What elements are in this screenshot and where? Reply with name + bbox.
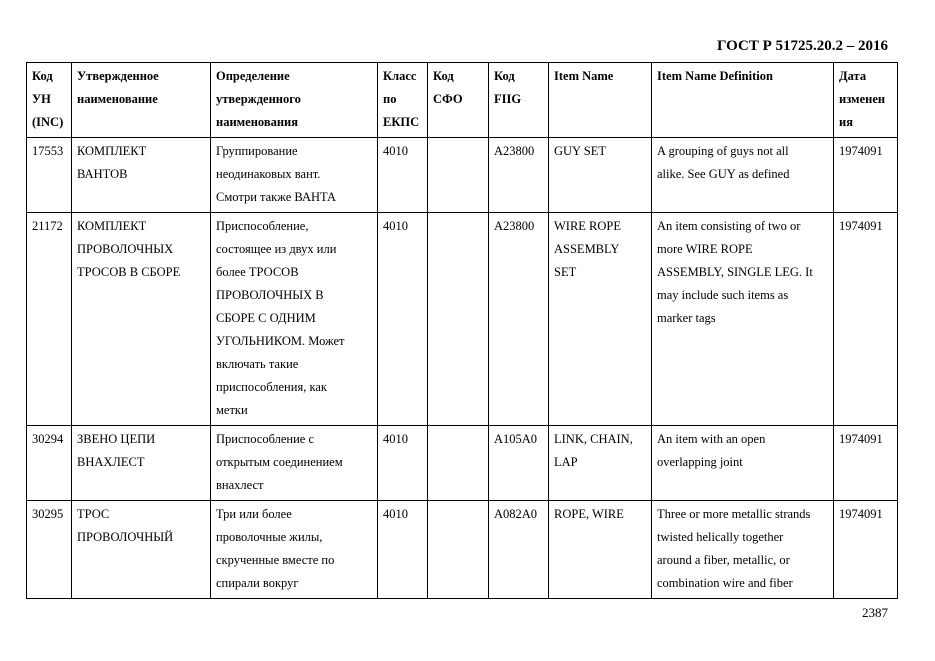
cell-change-date — [834, 213, 898, 426]
cell-line: 30294 — [32, 432, 64, 446]
header-row — [27, 63, 898, 138]
cell-line: ASSEMBLY, SINGLE LEG. It — [657, 265, 813, 279]
item-names-table — [26, 62, 898, 599]
cell-item-name-definition — [652, 426, 834, 501]
cell-line: метки — [216, 403, 248, 417]
header-line: изменен — [839, 92, 886, 106]
column-header-item-name-definition — [652, 63, 834, 138]
cell-name-definition — [211, 138, 378, 213]
cell-line: twisted helically together — [657, 530, 784, 544]
cell-line: ПРОВОЛОЧНЫХ В — [216, 288, 324, 302]
cell-line: ASSEMBLY — [554, 242, 620, 256]
cell-line: неодинаковых вант. — [216, 167, 321, 181]
column-header-approved-name — [72, 63, 211, 138]
cell-line: A105A0 — [494, 432, 538, 446]
cell-line: 4010 — [383, 507, 408, 521]
cell-line: may include such items as — [657, 288, 789, 302]
cell-inc-code — [27, 426, 72, 501]
cell-line: more WIRE ROPE — [657, 242, 753, 256]
cell-line: Три или более — [216, 507, 292, 521]
cell-approved-name — [72, 213, 211, 426]
column-header-change-date — [834, 63, 898, 138]
cell-fiig-code — [489, 501, 549, 599]
cell-line: An item with an open — [657, 432, 766, 446]
header-line: Код — [494, 69, 515, 83]
cell-line: An item consisting of two or — [657, 219, 801, 233]
cell-change-date — [834, 501, 898, 599]
cell-line: SET — [554, 265, 577, 279]
cell-line: 1974091 — [839, 432, 883, 446]
header-line: Код — [433, 69, 454, 83]
header-line: по — [383, 92, 397, 106]
column-header-name-definition — [211, 63, 378, 138]
cell-line: ТРОСОВ В СБОРЕ — [77, 265, 181, 279]
header-line: наименования — [216, 115, 299, 129]
cell-line: ЗВЕНО ЦЕПИ — [77, 432, 156, 446]
cell-line: 30295 — [32, 507, 64, 521]
cell-approved-name — [72, 501, 211, 599]
cell-line: ВНАХЛЕСТ — [77, 455, 145, 469]
cell-change-date — [834, 426, 898, 501]
cell-line: ВАНТОВ — [77, 167, 128, 181]
cell-approved-name — [72, 138, 211, 213]
header-line: Утвержденное — [77, 69, 159, 83]
cell-line: A23800 — [494, 219, 535, 233]
cell-item-name — [549, 138, 652, 213]
cell-line: состоящее из двух или — [216, 242, 337, 256]
cell-inc-code — [27, 213, 72, 426]
cell-line: УГОЛЬНИКОМ. Может — [216, 334, 345, 348]
column-header-fiig-code — [489, 63, 549, 138]
cell-line: WIRE ROPE — [554, 219, 622, 233]
cell-line: GUY SET — [554, 144, 606, 158]
cell-line: Группирование — [216, 144, 298, 158]
cell-line: КОМПЛЕКТ — [77, 144, 147, 158]
cell-ekps-class — [378, 426, 428, 501]
cell-line: внахлест — [216, 478, 264, 492]
cell-sfo-code — [428, 501, 489, 599]
cell-line: ТРОС — [77, 507, 110, 521]
header-line: Класс — [383, 69, 417, 83]
cell-line: 1974091 — [839, 507, 883, 521]
cell-line: приспособления, как — [216, 380, 327, 394]
header-line: УН — [32, 92, 51, 106]
cell-change-date — [834, 138, 898, 213]
cell-line: 1974091 — [839, 144, 883, 158]
table-row — [27, 501, 898, 599]
cell-item-name-definition — [652, 213, 834, 426]
cell-line: A082A0 — [494, 507, 538, 521]
cell-fiig-code — [489, 426, 549, 501]
cell-line: открытым соединением — [216, 455, 343, 469]
table-row — [27, 426, 898, 501]
cell-line: ROPE, WIRE — [554, 507, 624, 521]
header-line: (INC) — [32, 115, 64, 129]
table-body — [27, 138, 898, 599]
cell-fiig-code — [489, 213, 549, 426]
cell-line: ПРОВОЛОЧНЫХ — [77, 242, 174, 256]
header-line: СФО — [433, 92, 463, 106]
cell-line: 4010 — [383, 219, 408, 233]
cell-line: Приспособление, — [216, 219, 309, 233]
cell-line: 4010 — [383, 432, 408, 446]
header-line: утвержденного — [216, 92, 301, 106]
cell-line: overlapping joint — [657, 455, 743, 469]
header-line: Код — [32, 69, 53, 83]
cell-ekps-class — [378, 213, 428, 426]
header-line: Item Name — [554, 69, 614, 83]
cell-line: Приспособление с — [216, 432, 314, 446]
header-line: ЕКПС — [383, 115, 420, 129]
header-line: Определение — [216, 69, 290, 83]
cell-line: Three or more metallic strands — [657, 507, 811, 521]
header-line: Дата — [839, 69, 867, 83]
cell-sfo-code — [428, 213, 489, 426]
cell-line: КОМПЛЕКТ — [77, 219, 147, 233]
cell-line: ПРОВОЛОЧНЫЙ — [77, 530, 174, 544]
cell-ekps-class — [378, 501, 428, 599]
page-number: 2387 — [862, 605, 888, 620]
cell-line: A23800 — [494, 144, 535, 158]
cell-line: marker tags — [657, 311, 716, 325]
cell-item-name — [549, 426, 652, 501]
cell-sfo-code — [428, 138, 489, 213]
cell-item-name — [549, 501, 652, 599]
cell-line: combination wire and fiber — [657, 576, 793, 590]
cell-item-name-definition — [652, 501, 834, 599]
cell-line: around a fiber, metallic, or — [657, 553, 790, 567]
cell-name-definition — [211, 426, 378, 501]
cell-line: скрученные вместе по — [216, 553, 335, 567]
cell-sfo-code — [428, 426, 489, 501]
cell-line: Смотри также ВАНТА — [216, 190, 337, 204]
cell-line: включать такие — [216, 357, 299, 371]
column-header-ekps-class — [378, 63, 428, 138]
cell-line: 4010 — [383, 144, 408, 158]
cell-line: A grouping of guys not all — [657, 144, 789, 158]
column-header-item-name — [549, 63, 652, 138]
cell-line: LINK, CHAIN, — [554, 432, 633, 446]
cell-ekps-class — [378, 138, 428, 213]
document-header: ГОСТ Р 51725.20.2 – 2016 — [716, 38, 888, 54]
cell-inc-code — [27, 501, 72, 599]
cell-item-name — [549, 213, 652, 426]
cell-line: спирали вокруг — [216, 576, 299, 590]
cell-fiig-code — [489, 138, 549, 213]
header-line: Item Name Definition — [657, 69, 773, 83]
cell-line: 17553 — [32, 144, 64, 158]
header-line: FIIG — [494, 92, 522, 106]
header-line: наименование — [77, 92, 158, 106]
cell-line: 21172 — [32, 219, 63, 233]
cell-name-definition — [211, 501, 378, 599]
column-header-inc-code — [27, 63, 72, 138]
column-header-sfo-code — [428, 63, 489, 138]
cell-item-name-definition — [652, 138, 834, 213]
cell-line: более ТРОСОВ — [216, 265, 299, 279]
cell-line: alike. See GUY as defined — [657, 167, 790, 181]
cell-line: LAP — [554, 455, 578, 469]
cell-approved-name — [72, 426, 211, 501]
table-row — [27, 213, 898, 426]
cell-line: СБОРЕ С ОДНИМ — [216, 311, 316, 325]
cell-inc-code — [27, 138, 72, 213]
cell-line: 1974091 — [839, 219, 883, 233]
cell-line: проволочные жилы, — [216, 530, 323, 544]
table-row — [27, 138, 898, 213]
cell-name-definition — [211, 213, 378, 426]
header-line: ия — [839, 115, 853, 129]
